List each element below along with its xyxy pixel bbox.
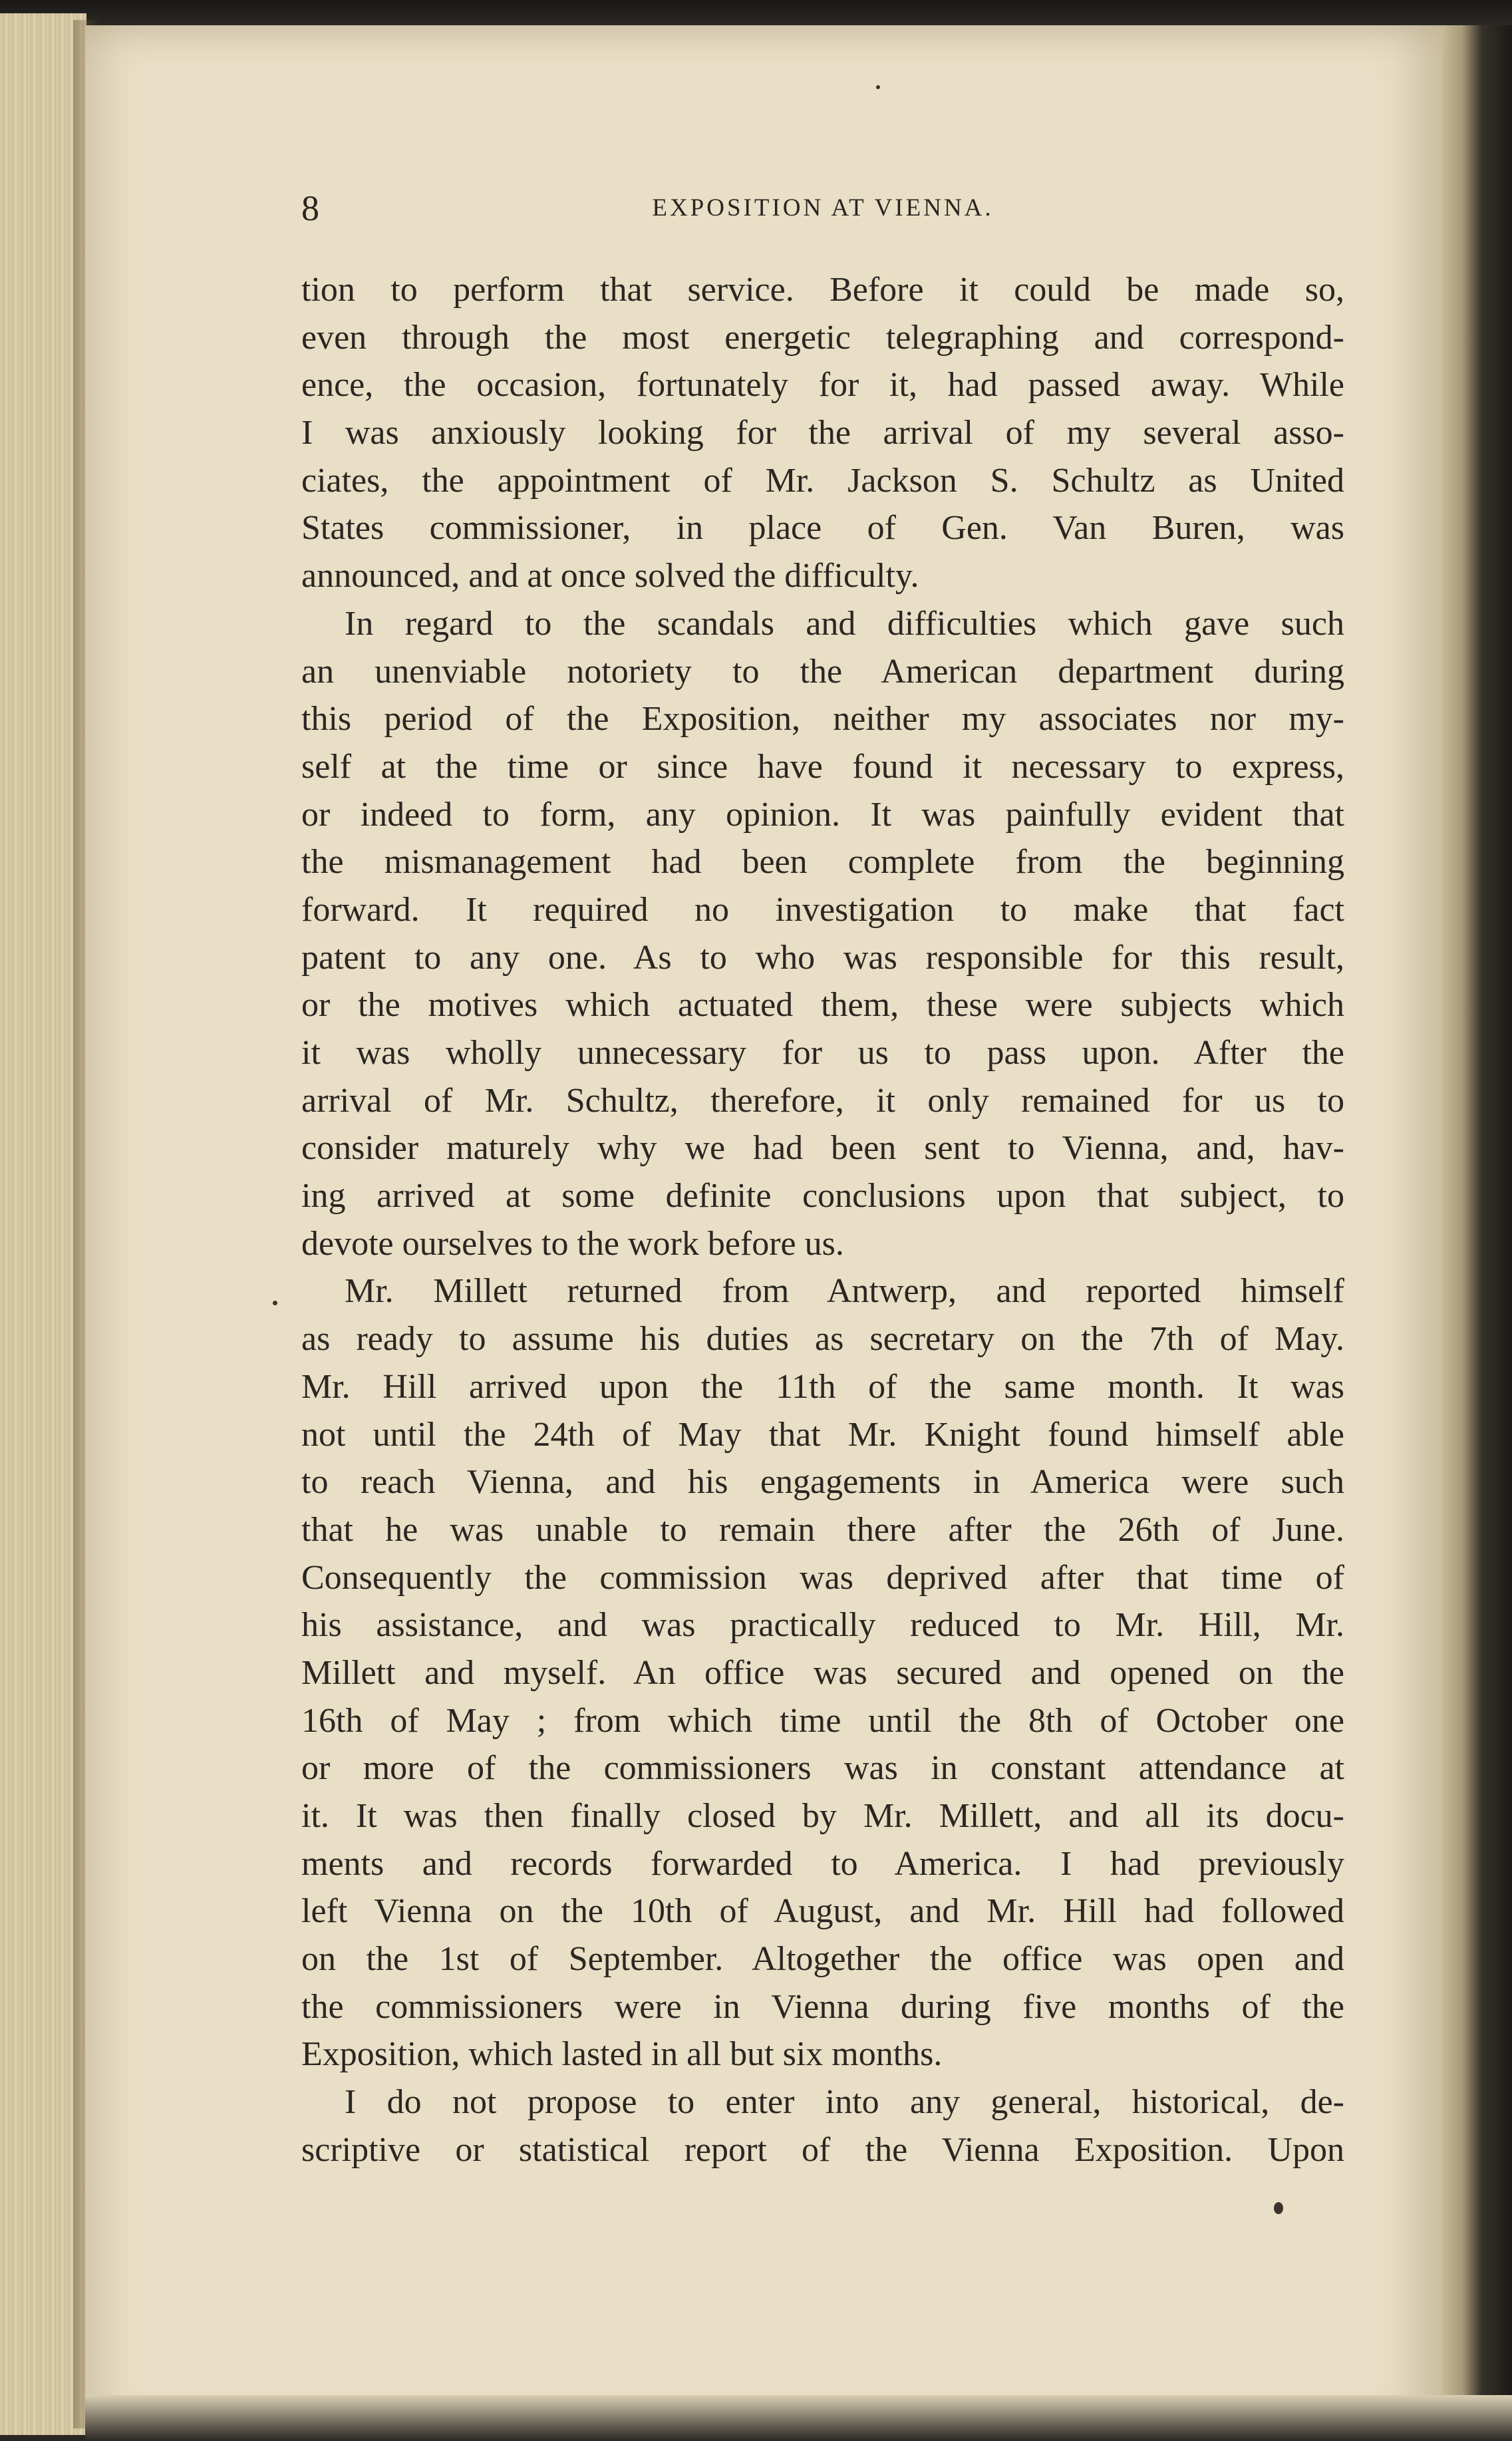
text-line: or the motives which actuated them, these were subjects which (301, 986, 1344, 1025)
running-head-title: EXPOSITION AT VIENNA. (652, 194, 994, 222)
text-line: not until the 24th of May that Mr. Knight found himself able (301, 1415, 1344, 1454)
text-line: ciates, the appointment of Mr. Jackson S. Schultz as United (301, 461, 1344, 500)
paper-speck (876, 85, 880, 89)
text-line: left Vienna on the 10th of August, and Mr. Hill had followed (301, 1892, 1344, 1931)
text-line: patent to any one. As to who was responsible for this result, (301, 938, 1344, 977)
book-bottom-edge (85, 2395, 1512, 2441)
text-line: Exposition, which lasted in all but six months. (301, 2035, 943, 2074)
text-line: forward. It required no investigation to make that fact (301, 890, 1344, 929)
body-text (301, 266, 1344, 2174)
text-line: Consequently the commission was deprived after that time of (301, 1558, 1344, 1597)
text-line: devote ourselves to the work before us. (301, 1224, 844, 1263)
text-line: consider maturely why we had been sent to Vienna, and, hav- (301, 1129, 1344, 1168)
page-number: 8 (301, 188, 319, 228)
text-line: this period of the Exposition, neither my associates nor my- (301, 700, 1344, 738)
text-line: his assistance, and was practically reduced to Mr. Hill, Mr. (301, 1606, 1344, 1645)
text-line: ments and records forwarded to America. I had previously (301, 1844, 1344, 1883)
text-line: even through the most energetic telegraphing and correspond- (301, 318, 1344, 357)
text-line: ing arrived at some definite conclusions upon that subject, to (301, 1177, 1344, 1216)
text-line: I do not propose to enter into any general, historical, de- (345, 2083, 1344, 2122)
text-line: self at the time or since have found it necessary to express, (301, 747, 1344, 786)
text-line: ence, the occasion, fortunately for it, had passed away. While (301, 366, 1344, 405)
paper-speck (1274, 2202, 1283, 2214)
text-line: tion to perform that service. Before it could be made so, (301, 271, 1344, 309)
text-line: as ready to assume his duties as secretary on the 7th of May. (301, 1320, 1344, 1359)
text-line: In regard to the scandals and difficulties which gave such (345, 604, 1344, 643)
text-line: States commissioner, in place of Gen. Van Buren, was (301, 509, 1344, 548)
book-top-edge (0, 0, 1512, 27)
text-line: the mismanagement had been complete from the beginning (301, 843, 1344, 882)
text-line: Mr. Millett returned from Antwerp, and reported himself (345, 1272, 1344, 1311)
text-line: or more of the commissioners was in constant attendance at (301, 1749, 1344, 1788)
text-line: the commissioners were in Vienna during five months of the (301, 1987, 1344, 2026)
text-line: scriptive or statistical report of the Vienna Exposition. Upon (301, 2130, 1344, 2169)
text-line: on the 1st of September. Altogether the office was open and (301, 1940, 1344, 1979)
paper-speck (273, 1301, 277, 1305)
text-line: or indeed to form, any opinion. It was painfully evident that (301, 795, 1344, 834)
text-line: announced, and at once solved the difficulty. (301, 557, 919, 595)
book-right-edge (1442, 25, 1512, 2441)
text-line: an unenviable notoriety to the American department during (301, 652, 1344, 691)
text-line: it was wholly unnecessary for us to pass upon. After the (301, 1034, 1344, 1072)
text-line: 16th of May ; from which time until the 8th of October one (301, 1701, 1344, 1740)
text-line: that he was unable to remain there after the 26th of June. (301, 1510, 1344, 1549)
text-line: to reach Vienna, and his engagements in America were such (301, 1463, 1344, 1502)
text-line: arrival of Mr. Schultz, therefore, it only remained for us to (301, 1081, 1344, 1120)
text-line: it. It was then finally closed by Mr. Millett, and all its docu- (301, 1797, 1344, 1835)
running-head (301, 178, 1344, 238)
text-line: Millett and myself. An office was secured and opened on the (301, 1653, 1344, 1692)
text-line: I was anxiously looking for the arrival of my several asso- (301, 414, 1344, 452)
text-line: Mr. Hill arrived upon the 11th of the same month. It was (301, 1367, 1344, 1406)
